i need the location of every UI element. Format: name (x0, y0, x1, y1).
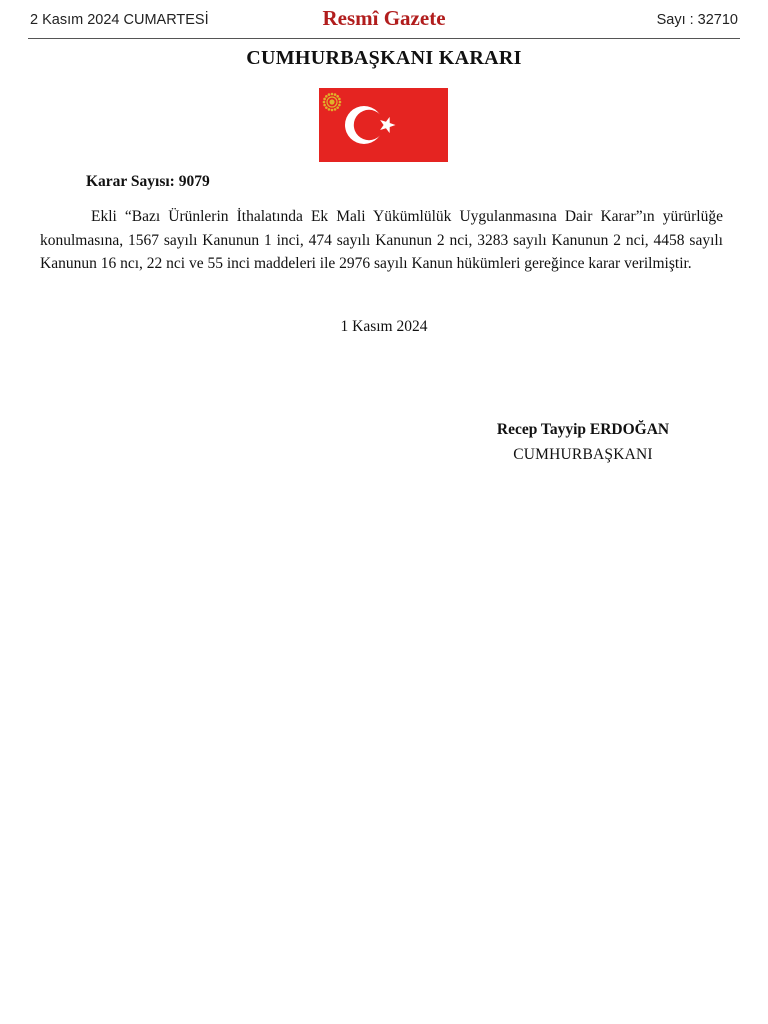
decision-date: 1 Kasım 2024 (340, 318, 428, 335)
seal-sun (329, 99, 334, 104)
signer-name: Recep Tayyip ERDOĞAN (496, 421, 670, 438)
seal-star (334, 93, 337, 96)
seal-star (331, 93, 334, 96)
seal-star (328, 93, 331, 96)
document-title: CUMHURBAŞKANI KARARI (246, 47, 522, 69)
seal-star (339, 101, 342, 104)
seal-star (331, 109, 334, 112)
seal-star (338, 104, 341, 107)
seal-star (325, 106, 328, 109)
seal-star (334, 108, 337, 111)
seal-star (336, 106, 339, 109)
decision-number: Karar Sayısı: 9079 (86, 173, 210, 190)
issue-number: Sayı : 32710 (656, 12, 738, 28)
seal-star (336, 95, 339, 98)
seal-star (338, 98, 341, 101)
seal-star (325, 95, 328, 98)
turkish-flag-icon (319, 88, 448, 162)
crescent-inner (354, 110, 384, 140)
seal-star (323, 101, 326, 104)
seal-star (328, 108, 331, 111)
seal-star (323, 104, 326, 107)
gazette-name: Resmî Gazete (322, 6, 446, 30)
decision-body: Ekli “Bazı Ürünlerin İthalatında Ek Mali Yükümlülük Uygulanmasına Dair Karar”ın yürürlüğe konulmasına, 1567 sayılı Kanunun 1 inci, 474 sayılı Kanunun 2 nci, 3283 sayılı Kanunun 2 nci, 4458 sayılı Kanunun 16 ncı, 22 nci ve 55 inci maddeleri ile 2976 sayılı Kanun hükümleri gereğince karar verilmiştir. (40, 208, 723, 272)
seal-star (323, 98, 326, 101)
gazette-header (28, 6, 740, 39)
signer-title: CUMHURBAŞKANI (513, 446, 653, 463)
header-date: 2 Kasım 2024 CUMARTESİ (30, 12, 209, 28)
